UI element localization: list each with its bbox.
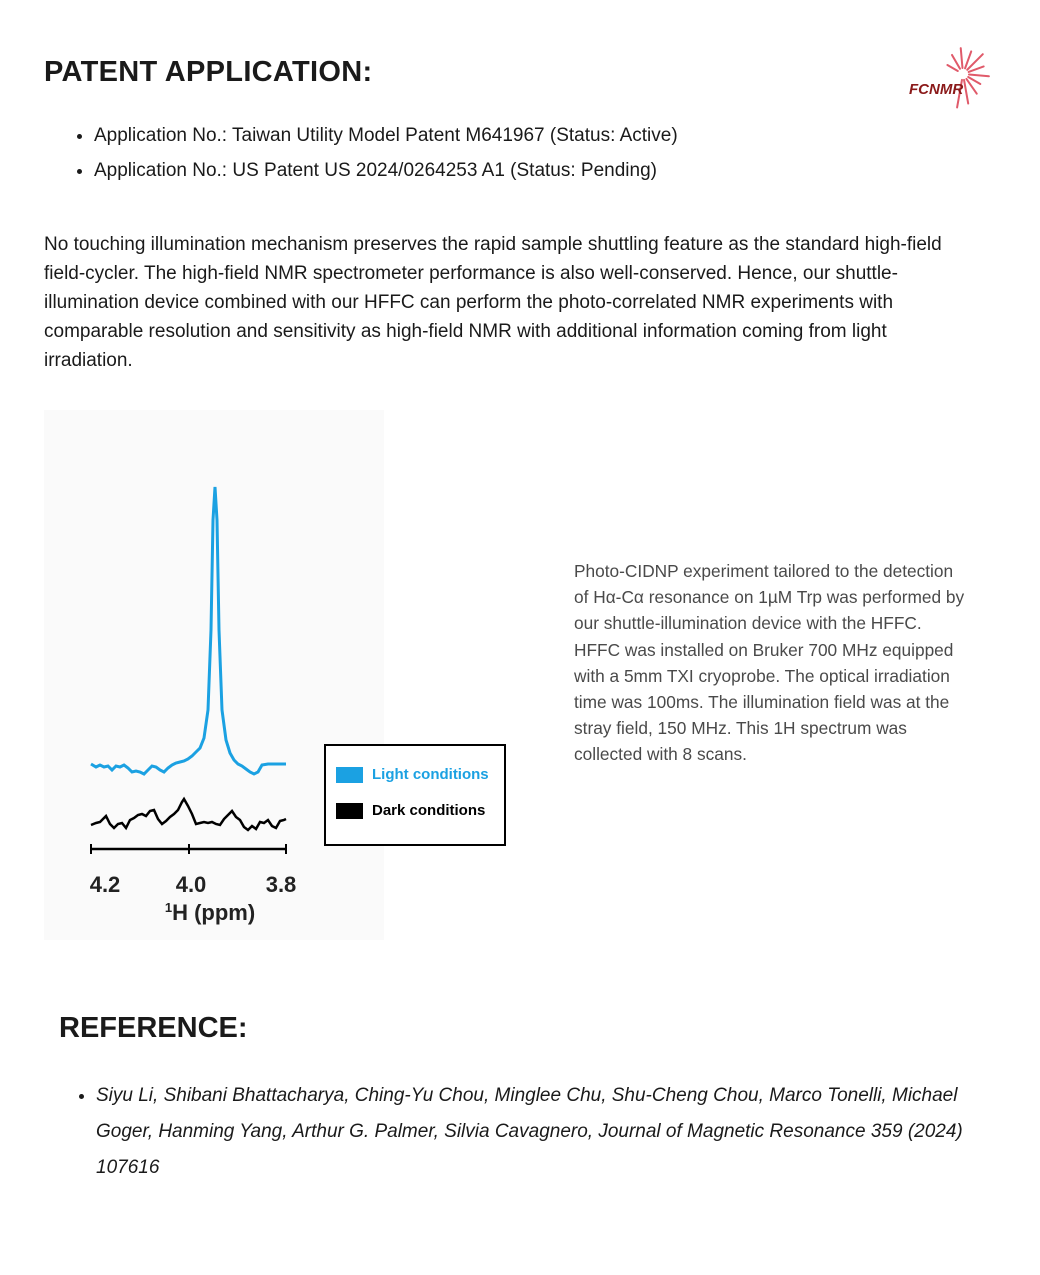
patent-item: • Application No.: US Patent US 2024/0264253 A1 (Status: Pending) xyxy=(94,153,678,188)
body-paragraph: No touching illumination mechanism preserves the rapid sample shuttling feature as the standard high-field field-cycler. The high-field NMR spectrometer performance is also well-conserved. Hence, our shuttle-illumination device combined with our HFFC can perform the photo-correlated NMR experiments with comparable resolution and sensitivity as high-field NMR with additional information coming from light irradiation. xyxy=(44,234,942,371)
logo-ray xyxy=(961,48,963,68)
nmr-figure xyxy=(44,410,384,940)
x-tick-label: 3.8 xyxy=(265,872,297,897)
legend-label: Light conditions xyxy=(372,766,489,783)
logo-text: FCNMR xyxy=(909,81,964,98)
patent-item: • Application No.: Taiwan Utility Model Patent M641967 (Status: Active) xyxy=(94,118,678,153)
x-tick-label: 4.0 xyxy=(175,872,207,897)
logo-ray xyxy=(947,65,957,71)
x-axis-label: $^1$H (ppm) xyxy=(164,900,256,925)
legend-label: Dark conditions xyxy=(372,802,486,819)
legend-item-dark xyxy=(336,802,485,819)
figure-caption: Photo-CIDNP experiment tailored to the detection of Hα-Cα resonance on 1µM Trp was performed by our shuttle-illumination device with the HFFC. HFFC was installed on Bruker 700 MHz equipped with a 5mm TXI cryoprobe. The optical irradiation time was 100ms. The illumination field was at the stray field, 150 MHz. This 1H spectrum was collected with 8 scans. xyxy=(574,561,965,765)
legend-item-light xyxy=(336,766,489,783)
logo-ray xyxy=(969,75,989,77)
logo-ray xyxy=(964,80,968,104)
legend-swatch-light xyxy=(336,767,363,783)
dark-spectrum-line xyxy=(91,799,286,830)
legend-swatch-dark xyxy=(336,803,363,819)
reference-list xyxy=(70,1078,996,1186)
reference-item: • Siyu Li, Shibani Bhattacharya, Ching-Yu Chou, Minglee Chu, Shu-Cheng Chou, Marco Tonelli, Michael Goger, Hanming Yang, Arthur G. Palmer, Silvia Cavagnero, Journal of Magnetic Resonance 359 (2024) 107616 xyxy=(96,1078,996,1186)
nmr-spectrum xyxy=(44,410,384,940)
fcnmr-logo xyxy=(905,44,995,124)
x-tick-label: 4.2 xyxy=(89,872,121,897)
figure-legend xyxy=(324,744,506,846)
light-spectrum-line xyxy=(91,487,286,774)
patent-heading: PATENT APPLICATION: xyxy=(44,56,373,88)
patent-list xyxy=(70,118,678,188)
logo-ray xyxy=(952,55,960,69)
reference-heading: REFERENCE: xyxy=(59,1012,248,1044)
